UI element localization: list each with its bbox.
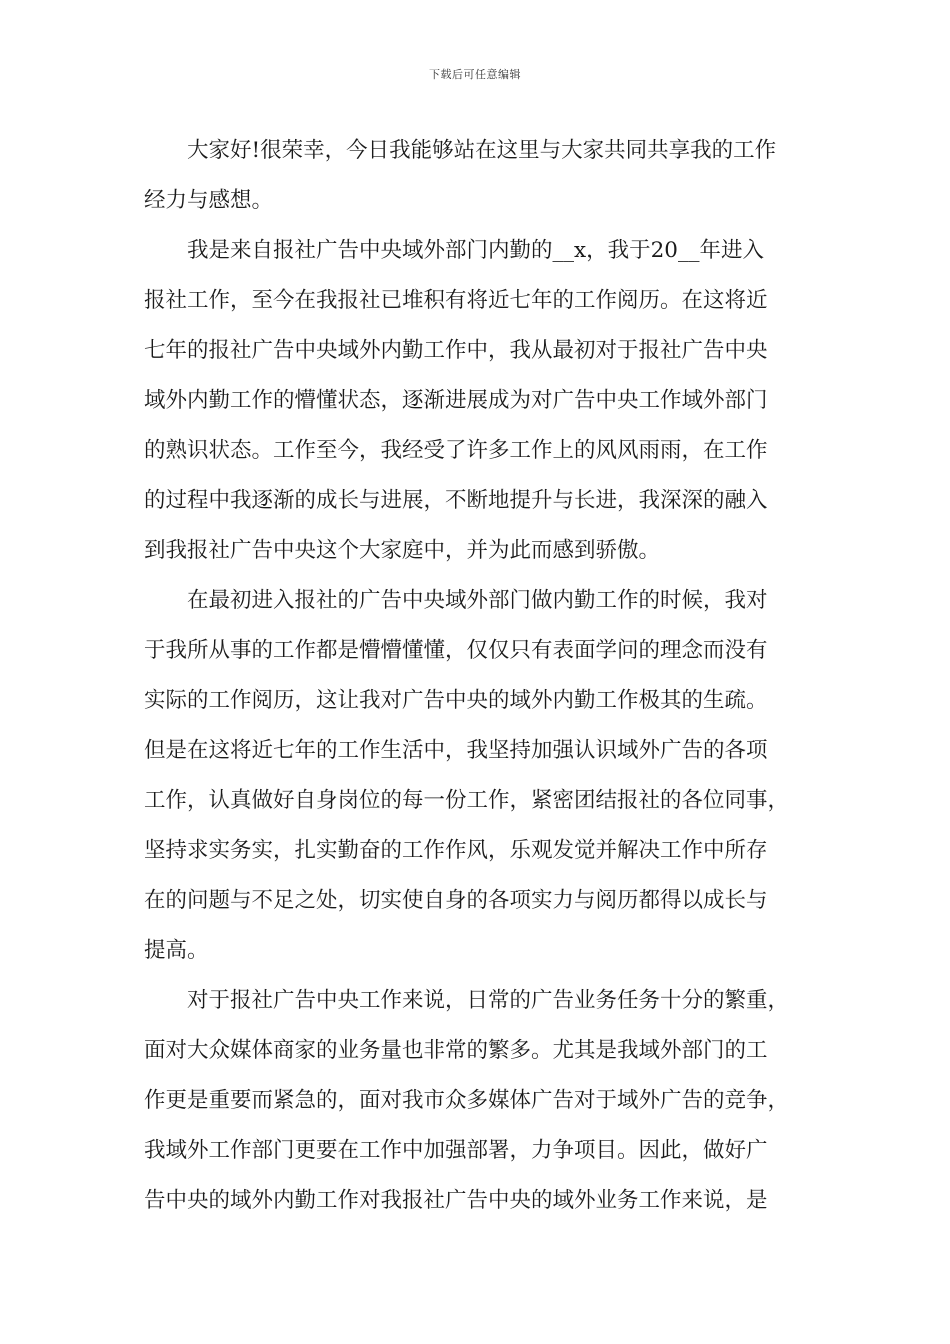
- text-line: 作更是重要而紧急的，面对我市众多媒体广告对于域外广告的竞争，: [144, 1088, 790, 1113]
- text-line: 坚持求实务实，扎实勤奋的工作作风，乐观发觉并解决工作中所存: [144, 838, 768, 863]
- text-line: 我是来自报社广告中央域外部门内勤的__x，我于20__年进入: [144, 238, 764, 263]
- text-line: 对于报社广告中央工作来说，日常的广告业务任务十分的繁重，: [144, 988, 790, 1013]
- text-line: 但是在这将近七年的工作生活中，我坚持加强认识域外广告的各项: [144, 738, 768, 763]
- text-line: 在的问题与不足之处，切实使自身的各项实力与阅历都得以成长与: [144, 888, 768, 913]
- text-line: 告中央的域外内勤工作对我报社广告中央的域外业务工作来说，是: [144, 1188, 768, 1213]
- text-line: 报社工作，至今在我报社已堆积有将近七年的工作阅历。在这将近: [144, 288, 768, 313]
- text-line: 我域外工作部门更要在工作中加强部署，力争项目。因此，做好广: [144, 1138, 768, 1163]
- text-line: 域外内勤工作的懵懂状态，逐渐进展成为对广告中央工作域外部门: [144, 388, 768, 413]
- text-line: 的熟识状态。工作至今，我经受了许多工作上的风风雨雨，在工作: [144, 438, 768, 463]
- text-line: 到我报社广告中央这个大家庭中，并为此而感到骄傲。: [144, 538, 661, 563]
- text-line: 面对大众媒体商家的业务量也非常的繁多。尤其是我域外部门的工: [144, 1038, 768, 1063]
- text-line: 大家好!很荣幸，今日我能够站在这里与大家共同共享我的工作: [144, 138, 777, 163]
- text-line: 在最初进入报社的广告中央域外部门做内勤工作的时候，我对: [144, 588, 768, 613]
- text-line: 经力与感想。: [144, 188, 274, 213]
- text-line: 七年的报社广告中央域外内勤工作中，我从最初对于报社广告中央: [144, 338, 768, 363]
- text-line: 实际的工作阅历，这让我对广告中央的域外内勤工作极其的生疏。: [144, 688, 768, 713]
- body-text: [144, 126, 806, 1226]
- header-note: 下载后可任意编辑: [429, 68, 521, 81]
- text-line: 提高。: [144, 938, 209, 963]
- text-line: 工作，认真做好自身岗位的每一份工作，紧密团结报社的各位同事，: [144, 788, 790, 813]
- text-line: 的过程中我逐渐的成长与进展，不断地提升与长进，我深深的融入: [144, 488, 768, 513]
- text-line: 于我所从事的工作都是懵懵懂懂，仅仅只有表面学问的理念而没有: [144, 638, 768, 663]
